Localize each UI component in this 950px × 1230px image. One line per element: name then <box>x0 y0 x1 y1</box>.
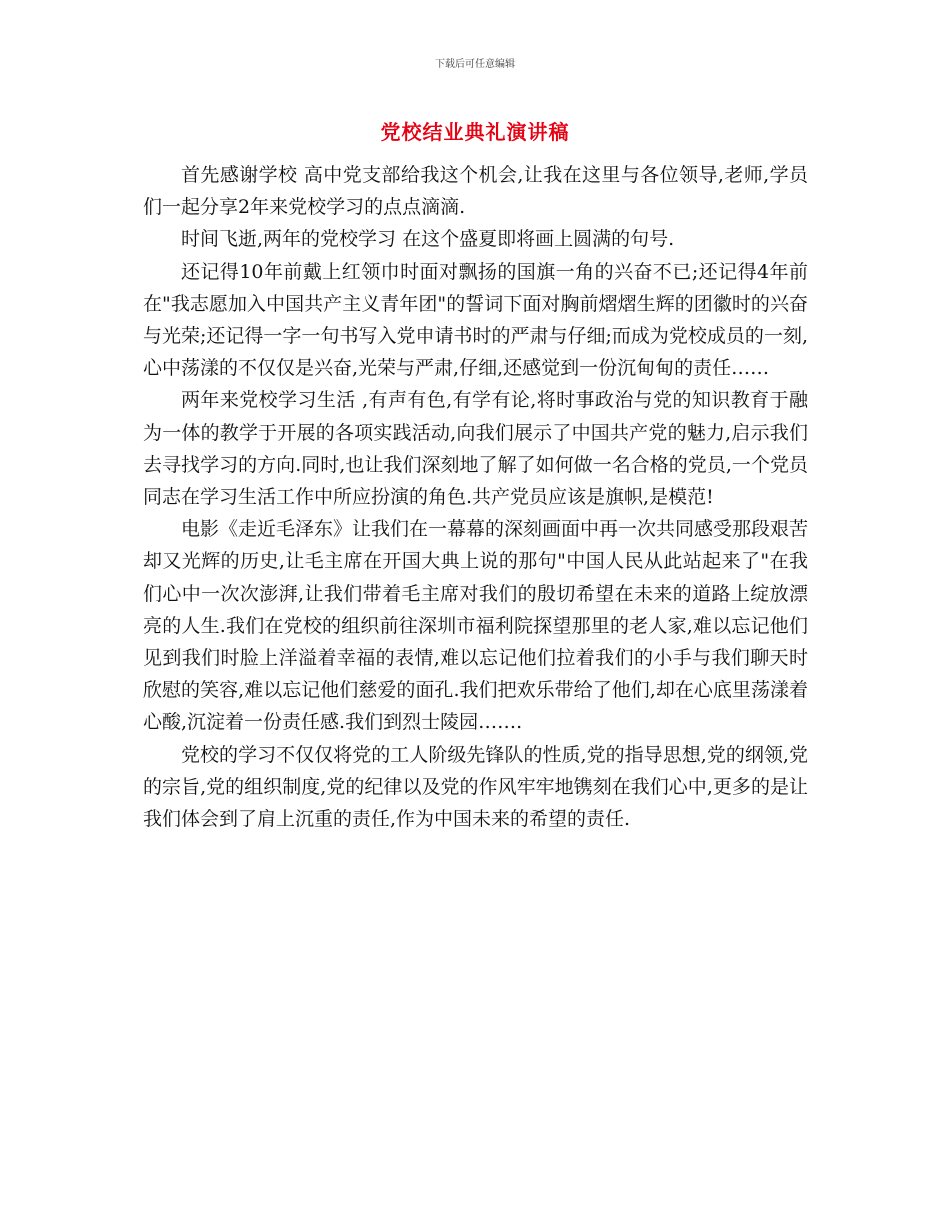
document-title: 党校结业典礼演讲稿 <box>380 120 570 144</box>
document-body <box>143 159 808 835</box>
paragraph: 时间飞逝,两年的党校学习 在这个盛夏即将画上圆满的句号. <box>181 228 675 251</box>
paragraph: 党校的学习不仅仅将党的工人阶级先锋队的性质,党的指导思想,党的纲领,党的宗旨,党的组织制度,党的纪律以及党的作风牢牢地镌刻在我们心中,更多的是让我们体会到了肩上沉重的责任,作为中国未来的希望的责任. <box>143 743 808 831</box>
paragraph: 两年来党校学习生活 ,有声有色,有学有论,将时事政治与党的知识教育于融为一体的教学于开展的各项实践活动,向我们展示了中国共产党的魅力,启示我们去寻找学习的方向.同时,也让我们深刻地了解了如何做一名合格的党员,一个党员同志在学习生活工作中所应扮演的角色.共产党员应该是旗帜,是模范! <box>143 389 808 509</box>
header-note: 下载后可任意编辑 <box>435 59 515 70</box>
paragraph: 首先感谢学校 高中党支部给我这个机会,让我在这里与各位领导,老师,学员们一起分享2年来党校学习的点点滴滴. <box>143 164 808 219</box>
paragraph: 电影《走近毛泽东》让我们在一幕幕的深刻画面中再一次共同感受那段艰苦却又光辉的历史,让毛主席在开国大典上说的那句"中国人民从此站起来了"在我们心中一次次澎湃,让我们带着毛主席对我们的殷切希望在未来的道路上绽放漂亮的人生.我们在党校的组织前往深圳市福利院探望那里的老人家,难以忘记他们见到我们时脸上洋溢着幸福的表情,难以忘记他们拉着我们的小手与我们聊天时欣慰的笑容,难以忘记他们慈爱的面孔.我们把欢乐带给了他们,却在心底里荡漾着心酸,沉淀着一份责任感.我们到烈士陵园……. <box>143 518 809 734</box>
paragraph: 还记得10年前戴上红领巾时面对飘扬的国旗一角的兴奋不已;还记得4年前在"我志愿加入中国共产主义青年团"的誓词下面对胸前熠熠生辉的团徽时的兴奋与光荣;还记得一字一句书写入党申请书时的严肃与仔细;而成为党校成员的一刻,心中荡漾的不仅仅是兴奋,光荣与严肃,仔细,还感觉到一份沉甸甸的责任…… <box>143 260 808 380</box>
